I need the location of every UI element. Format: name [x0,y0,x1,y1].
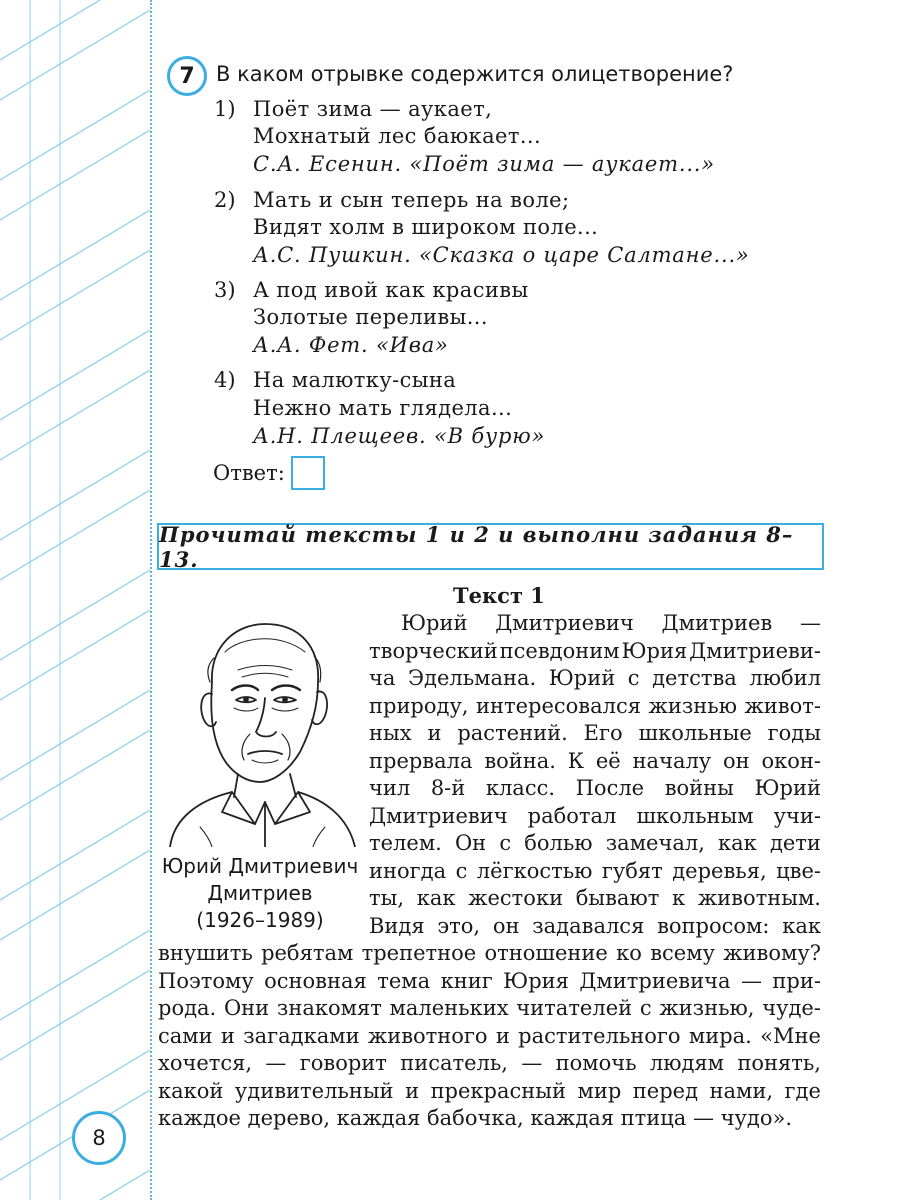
paragraph-word: сами [158,1023,213,1048]
margin-lines-decoration [0,0,150,1200]
option-2-line-2: Видят холм в широком поле... [253,215,599,239]
paragraph-word: болью [524,831,593,855]
paragraph-line [369,639,821,663]
paragraph-word: 8-й [430,776,466,800]
paragraph-word: при- [772,968,821,993]
notebook-margin [0,0,150,1200]
paragraph-word: бывают [575,886,660,910]
paragraph-word: к [672,886,686,910]
paragraph-word: Дмитриевич [369,803,508,828]
paragraph-word: и [427,721,442,745]
paragraph-line [158,941,821,965]
paragraph-word: ча [369,666,396,690]
paragraph-word: школьные [638,721,752,745]
paragraph-word: — [521,1051,543,1075]
margin-dotted-rule [150,0,152,1200]
paragraph-word: Дмитриевич [495,611,634,635]
paragraph-word: внушить [158,941,253,965]
paragraph-word: это, [437,913,481,938]
paragraph-word: прекрасный [430,1078,566,1103]
paragraph-word: годы [767,721,821,745]
paragraph-word: деревья, [672,858,767,883]
paragraph-word: помочь [555,1051,637,1075]
paragraph-word: маленьких [389,996,509,1020]
paragraph-word: рода. [158,996,217,1020]
answer-box[interactable] [291,456,325,490]
paragraph-word: книг [440,968,493,993]
paragraph-word: задавался [532,913,645,938]
paragraph-line [369,749,821,773]
paragraph-word: Его [583,721,623,745]
option-1-line-1: Поёт зима — аукает, [253,97,493,121]
paragraph-word: войны [664,776,734,800]
paragraph-line [158,969,821,993]
paragraph-word: её [595,748,621,773]
paragraph-word: знакомят [276,996,382,1020]
option-1-author: С.А. Есенин. «Поёт зима — аукает...» [253,152,715,176]
paragraph-word: он [722,748,750,773]
paragraph-word: Дмитриевича [579,968,731,993]
text-1-title: Текст 1 [453,583,545,608]
paragraph-word: загадками [243,1023,360,1048]
paragraph-line [158,1106,821,1130]
paragraph-word: жизнью, [659,996,755,1020]
paragraph-word: Юрий [548,666,616,690]
paragraph-line [158,996,821,1020]
paragraph-word: — [740,968,762,993]
paragraph-word: Юрий [754,776,821,800]
paragraph-word: тема [377,968,431,993]
paragraph-line [369,804,821,828]
paragraph-word: нами, [709,1078,774,1103]
paragraph-word: живот- [744,693,821,718]
instruction-text: Прочитай тексты 1 и 2 и выполни задания 8–13. [159,521,794,572]
option-4-author: А.Н. Плещеев. «В бурю» [253,424,546,448]
question-text: В каком отрывке содержится олицетворение? [216,62,734,86]
paragraph-word: писатель, [400,1051,508,1075]
paragraph-word: как [416,886,456,910]
paragraph-word: Дмитриеви- [689,638,821,663]
paragraph-word: Эдельмана. [407,666,537,690]
paragraph-word: мира. [688,1023,752,1048]
paragraph-line [369,721,821,745]
paragraph-word: как [782,913,821,938]
paragraph-word: с [499,831,512,855]
option-3-line-2: Золотые переливы... [253,305,488,329]
answer-label: Ответ: [213,461,285,485]
paragraph-word: Юрия [621,638,688,663]
paragraph-word: цве- [776,858,821,883]
paragraph-word: творческий [369,638,498,663]
paragraph-word: удивительный [234,1078,394,1103]
paragraph-word: работал [527,803,617,828]
paragraph-word: какой [158,1078,224,1103]
paragraph-word: вопросом: [657,913,770,938]
paragraph-word: Он [454,831,487,855]
paragraph-word: псевдоним [499,638,620,663]
paragraph-word: понять, [737,1051,821,1075]
paragraph-line [369,831,821,855]
paragraph-line [158,1079,821,1103]
paragraph-word: как [718,831,757,855]
paragraph-word: и [405,1078,420,1103]
paragraph-word: Они [223,996,270,1020]
paragraph-word: с [455,858,468,883]
paragraph-word: людям [649,1051,725,1075]
paragraph-line [369,859,821,883]
paragraph-word: детства [652,666,737,690]
option-1-line-2: Мохнатый лес баюкает... [253,124,542,148]
option-3-number: 3) [214,278,236,302]
paragraph-word: трепетное [361,941,477,965]
instruction-banner [157,523,824,570]
caption-years: (1926–1989) [196,908,324,932]
portrait-caption [145,853,375,934]
paragraph-word: животным. [697,886,821,910]
paragraph-word: «Мне [760,1023,821,1048]
option-2-line-1: Мать и сын теперь на воле; [253,188,570,212]
paragraph-word: началу [632,748,712,773]
paragraph-word: читателей [516,996,633,1020]
paragraph-word: жизнью [648,693,737,718]
paragraph-word: К [567,748,585,773]
paragraph-word: чуде- [762,996,821,1020]
paragraph-word: учи- [773,803,821,828]
option-2-author: А.С. Пушкин. «Сказка о царе Салтане...» [253,243,750,267]
paragraph-word: где [784,1078,821,1103]
caption-name: Юрий Дмитриевич [161,854,359,878]
paragraph-line [369,694,821,718]
paragraph-word: всему [650,941,715,965]
paragraph-word: класс. [485,776,556,800]
paragraph-word: интересовался [475,693,641,718]
paragraph-word: жестоки [468,886,564,910]
paragraph-word: с [627,666,640,690]
paragraph-word: окон- [761,748,821,773]
paragraph-word: телем. [369,831,442,855]
paragraph-word: живому? [723,941,821,965]
paragraph-word: война. [484,748,556,773]
paragraph-word: — [265,1051,287,1075]
option-3-line-1: А под ивой как красивы [253,278,529,302]
paragraph-line [369,776,821,800]
paragraph-word: растительного [518,1023,681,1048]
paragraph-word: природу, [369,693,469,718]
paragraph-word: губят [601,858,663,883]
question-number-badge: 7 [167,56,207,96]
option-3-author: А.А. Фет. «Ива» [253,333,449,357]
paragraph-word: дети [769,831,821,855]
paragraph-word: — [799,611,821,635]
paragraph-word: основная [264,968,367,993]
paragraph-word: животного [367,1023,488,1048]
page-number-badge: 8 [72,1111,126,1165]
paragraph-line [401,611,821,635]
option-4-line-2: Нежно мать глядела... [253,396,513,420]
paragraph-word: и [495,1023,510,1048]
paragraph-word: ных [369,721,412,745]
paragraph-word: иногда [369,858,447,883]
paragraph-word: Дмитриев [661,611,773,635]
paragraph-word: лёгкостью [476,858,593,883]
paragraph-word: После [575,776,645,800]
paragraph-word: Поэтому [158,968,254,993]
paragraph-word: каждое дерево, каждая бабочка, каждая птица — чудо». [158,1106,793,1130]
paragraph-line [369,886,821,910]
paragraph-line [369,666,821,690]
paragraph-word: хочется, [158,1051,253,1075]
paragraph-word: ты, [369,886,405,910]
caption-surname: Дмитриев [207,881,313,905]
paragraph-word: отношение [484,941,608,965]
paragraph-word: чил [369,776,411,800]
paragraph-word: мир [577,1078,622,1103]
option-2-number: 2) [214,188,236,212]
paragraph-word: и [220,1023,235,1048]
paragraph-word: ко [616,941,642,965]
paragraph-word: Видя [369,913,425,938]
paragraph-word: замечал, [605,831,705,855]
writer-portrait [160,612,360,847]
paragraph-word: любил [749,666,821,690]
paragraph-word: он [492,913,520,938]
paragraph-word: с [639,996,652,1020]
paragraph-word: говорит [299,1051,387,1075]
option-4-line-1: На малютку-сына [253,368,457,392]
paragraph-word: ребятам [261,941,354,965]
option-4-number: 4) [214,368,236,392]
paragraph-word: школьным [636,803,754,828]
option-1-number: 1) [214,97,236,121]
paragraph-word: растений. [457,721,568,745]
paragraph-line [369,914,821,938]
paragraph-line [158,1051,821,1075]
paragraph-word: перед [632,1078,699,1103]
paragraph-word: Юрия [503,968,569,993]
paragraph-line [158,1024,821,1048]
paragraph-word: Юрий [401,611,468,635]
paragraph-word: прервала [369,748,473,773]
